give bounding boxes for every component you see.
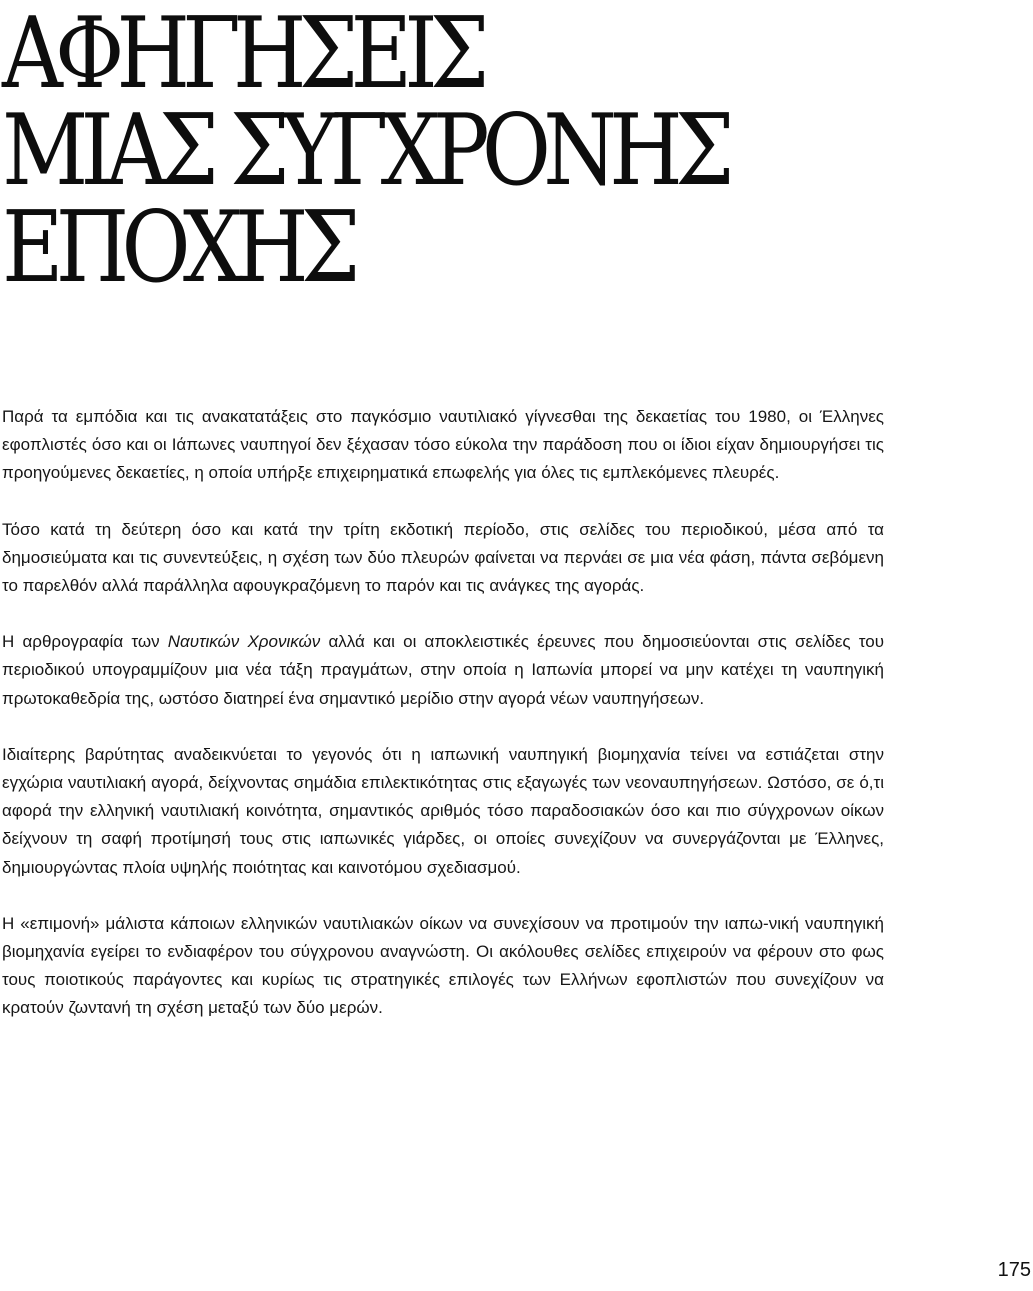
publication-title: Ναυτικών Χρονικών bbox=[167, 632, 321, 652]
page-title bbox=[2, 0, 727, 305]
paragraph-2: Τόσο κατά τη δεύτερη όσο και κατά την τρίτη εκδοτική περίοδο, στις σελίδες του περιοδικού, μέσα από τα δημοσιεύματα και τις συνεντεύξεις, η σχέση των δύο πλευρών φαίνεται να περνάει σε μια νέα φάση, πάντα σεβόμενη το παρελθόν αλλά παράλληλα αφουγκραζόμενη το παρόν και τις ανάγκες της αγοράς. bbox=[2, 519, 884, 596]
article-body bbox=[2, 403, 884, 1023]
paragraph-5: Η «επιμονή» μάλιστα κάποιων ελληνικών ναυτιλιακών οίκων να συνεχίσουν να προτιμούν την ιαπω-νική ναυπηγική βιομηχανία εγείρει το ενδιαφέρον του σύγχρονου αναγνώστη. Οι ακόλουθες σελίδες επιχειρούν να φέρουν στο φως τους ποιοτικούς παράγοντες και κυρίως τις στρατηγικές επιλογές των Ελλήνων εφοπλιστών που συνεχίζουν να κρατούν ζωντανή τη σχέση μεταξύ των δύο μερών. bbox=[2, 913, 884, 1018]
paragraph-4: Ιδιαίτερης βαρύτητας αναδεικνύεται το γεγονός ότι η ιαπωνική ναυπηγική βιομηχανία τείνει να εστιάζεται στην εγχώρια ναυτιλιακή αγορά, δείχνοντας σημάδια επιλεκτικότητας στις εξαγωγές των νεοναυπηγήσεων. Ωστόσο, σε ό,τι αφορά την ελληνική ναυτιλιακή κοινότητα, σημαντικός αριθμός τόσο παραδοσιακών όσο και πιο σύγχρονων οίκων δείχνουν τη σαφή προτίμησή τους στις ιαπωνικές γιάρδες, οι οποίες συνεχίζουν να συνεργάζονται με Έλληνες, δημιουργώντας πλοία υψηλής ποιότητας και καινοτόμου σχεδιασμού. bbox=[2, 744, 884, 877]
title-line-3: ΕΠΟΧΗΣ bbox=[2, 191, 353, 305]
paragraph-3-start: Η αρθρογραφία των bbox=[2, 632, 168, 652]
title-line-1: ΑΦΗΓΗΣΕΙΣ bbox=[2, 0, 482, 111]
paragraph-1: Παρά τα εμπόδια και τις ανακατατάξεις στο παγκόσμιο ναυτιλιακό γίγνεσθαι της δεκαετίας του 1980, οι Έλληνες εφοπλιστές όσο και οι Ιάπωνες ναυπηγοί δεν ξέχασαν τόσο εύκολα την παράδοση που οι ίδιοι είχαν δημιουργήσει τις προηγούμενες δεκαετίες, η οποία υπήρξε επιχειρηματικά επωφελής για όλες τις εμπλεκόμενες πλευρές. bbox=[2, 407, 884, 483]
page-number: 175 bbox=[997, 1259, 1031, 1281]
title-line-2: ΜΙΑΣ ΣΥΓΧΡΟΝΗΣ bbox=[2, 94, 727, 208]
paragraph-3-end: αλλά και οι αποκλειστικές έρευνες που δημοσιεύονται στις σελίδες του περιοδικού υπογραμμίζουν μια νέα τάξη πραγμάτων, στην οποία η Ιαπωνία μπορεί να μην κατέχει τη ναυπηγική πρωτοκαθεδρία της, ωστόσο διατηρεί ένα σημαντικό μερίδιο στην αγορά νέων ναυπηγήσεων. bbox=[2, 632, 884, 708]
paragraph-3 bbox=[2, 628, 884, 713]
